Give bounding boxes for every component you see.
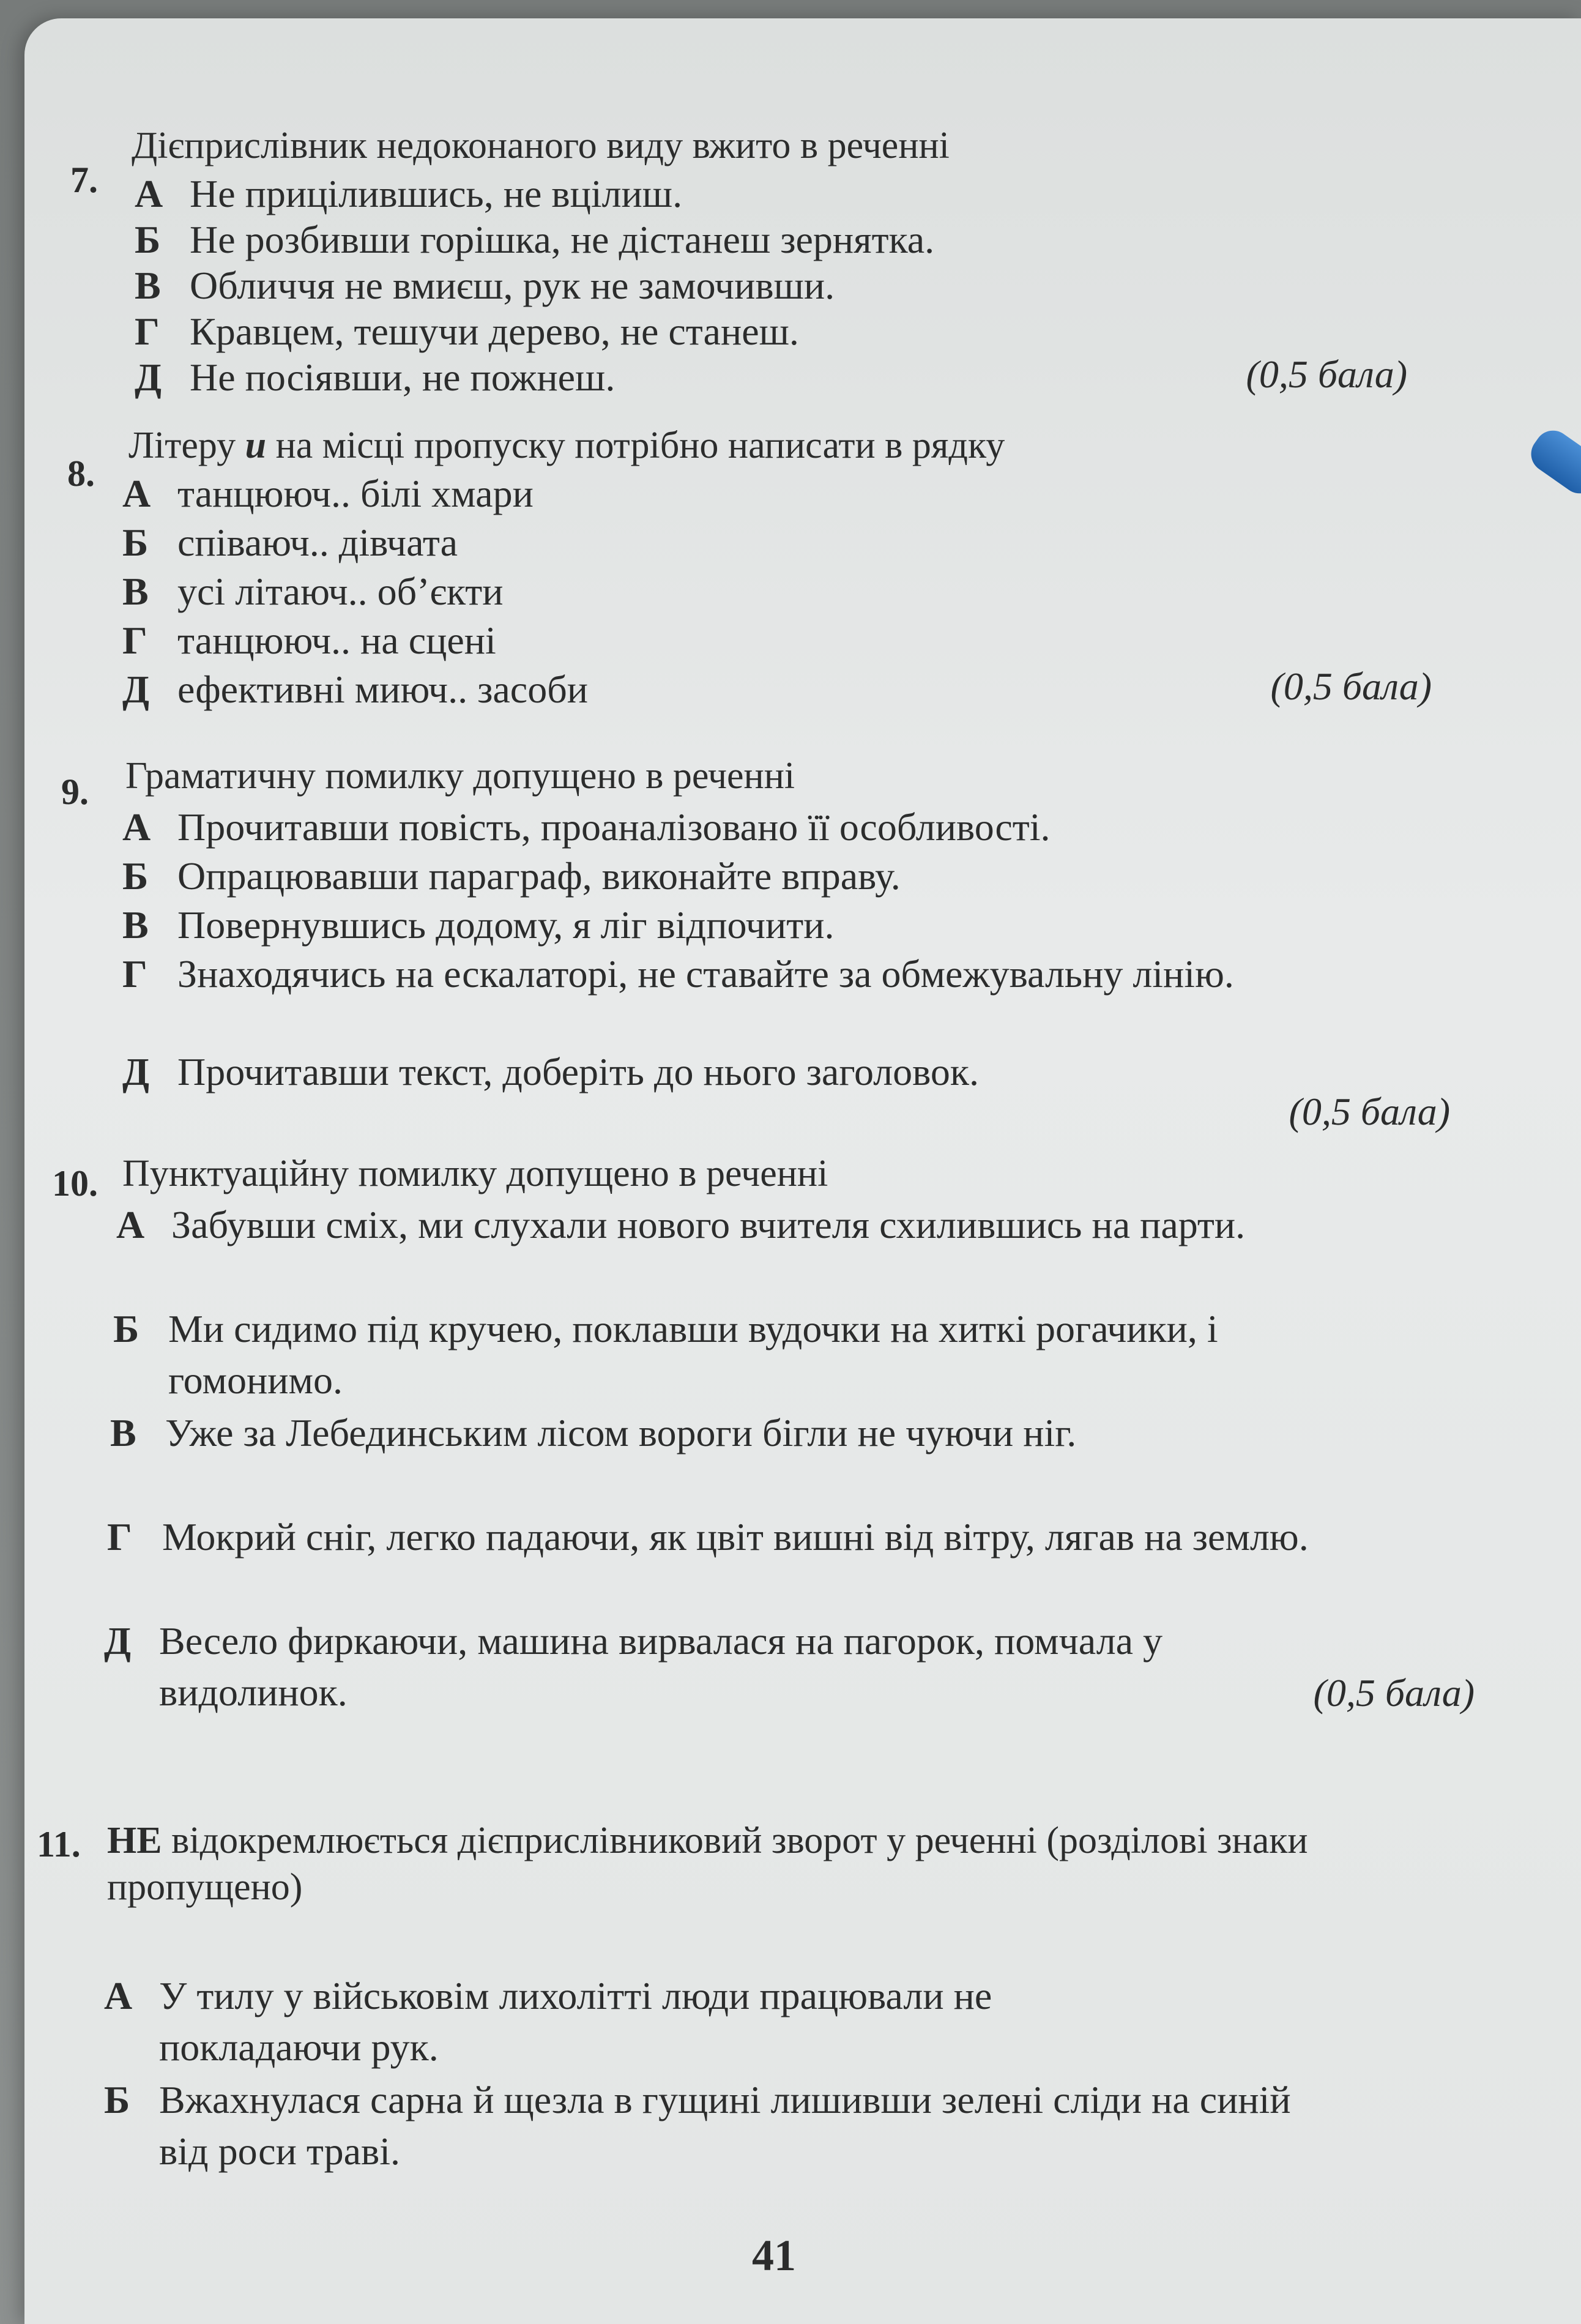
option-letter: Д <box>122 668 150 711</box>
option-text: У тилу у військовім лихолітті люди працювали не покладаючи рук. <box>159 1974 992 2069</box>
option-text: Прочитавши текст, доберіть до нього заголовок. <box>177 1050 979 1093</box>
option-text: Знаходячись на ескалаторі, не ставайте за обмежувальну лінію. <box>177 952 1234 996</box>
question-number: 9. <box>61 772 89 812</box>
option-letter: Д <box>135 356 162 399</box>
option-text: Не прицілившись, не вцілиш. <box>190 172 683 215</box>
question-text <box>128 422 1511 469</box>
question-text-negation: НЕ <box>107 1820 162 1861</box>
question-text: Дієприслівник недоконаного виду вжито в реченні <box>132 125 950 166</box>
question-text-end: на місці пропуску потрібно написати в рядку <box>266 425 1005 466</box>
option-text: Прочитавши повість, проаналізовано її особливості. <box>177 805 1051 849</box>
option-letter: А <box>122 472 151 515</box>
option-text: Опрацювавши параграф, виконайте вправу. <box>177 854 901 898</box>
option-letter: В <box>122 570 149 613</box>
question-number: 8. <box>67 453 95 494</box>
option-text: усі літаюч.. об’єкти <box>177 570 504 613</box>
option-text: танцююч.. білі хмари <box>177 472 534 515</box>
option-text: Уже за Лебединським лісом вороги бігли не чуючи ніг. <box>165 1411 1077 1454</box>
option-letter: Б <box>122 854 149 898</box>
option-letter: А <box>135 172 163 215</box>
option-letter: Б <box>122 521 149 564</box>
question-text-start: Літеру <box>128 425 245 466</box>
option-text: співаюч.. дівчата <box>177 521 458 564</box>
option-letter: А <box>104 1974 133 2017</box>
option-letter: Б <box>104 2078 130 2121</box>
option-text: Мокрий сніг, легко падаючи, як цвіт вишні від вітру, лягав на землю. <box>162 1515 1309 1559</box>
question-11 <box>37 1811 1517 2191</box>
option-text: Весело фиркаючи, машина вирвалася на пагорок, помчала у видолинок. <box>159 1619 1163 1714</box>
option-text: Не посіявши, не пожнеш. <box>190 356 616 399</box>
option-letter: Г <box>122 952 147 996</box>
question-number: 11. <box>37 1824 81 1864</box>
question-number: 7. <box>70 160 98 200</box>
question-number: 10. <box>52 1163 98 1204</box>
question-9 <box>37 747 1517 1138</box>
option-letter: Б <box>113 1307 140 1350</box>
question-7 <box>37 122 1517 398</box>
option-letter: Г <box>122 619 147 662</box>
option-text: ефективні миюч.. засоби <box>177 668 588 711</box>
option-text: Ми сидимо під кручею, поклавши вудочки на хиткі рогачики, і гомонимо. <box>168 1307 1218 1402</box>
option-letter: А <box>122 805 151 849</box>
option-letter: В <box>122 903 149 947</box>
question-text-rest: відокремлюється дієприслівниковий зворот у реченні (розділові знаки пропущено) <box>107 1820 1308 1908</box>
option-letter: В <box>135 264 161 307</box>
question-text <box>107 1817 1502 1910</box>
option-text: Вжахнулася сарна й щезла в гущині лишивши зелені сліди на синій від роси траві. <box>159 2078 1291 2173</box>
option-letter: Д <box>122 1050 150 1093</box>
score-label: (0,5 бала) <box>1289 1090 1450 1133</box>
page-number: 41 <box>752 2231 796 2280</box>
question-10 <box>37 1144 1517 1738</box>
question-text: Граматичну помилку допущено в реченні <box>125 755 795 797</box>
score-label: (0,5 бала) <box>1313 1671 1475 1715</box>
question-text-letter: и <box>245 425 267 466</box>
question-8 <box>37 422 1517 710</box>
option-text: Кравцем, тешучи дерево, не станеш. <box>190 310 799 353</box>
question-text: Пунктуаційну помилку допущено в реченні <box>122 1153 828 1194</box>
option-letter: В <box>110 1411 136 1454</box>
option-text: Забувши сміх, ми слухали нового вчителя схилившись на парти. <box>171 1203 1246 1246</box>
option-letter: Б <box>135 218 161 261</box>
score-label: (0,5 бала) <box>1270 665 1432 708</box>
option-letter: Г <box>107 1515 132 1559</box>
option-letter: А <box>116 1203 145 1246</box>
option-letter: Г <box>135 310 160 353</box>
option-text: танцююч.. на сцені <box>177 619 496 662</box>
score-label: (0,5 бала) <box>1246 352 1407 396</box>
option-text: Повернувшись додому, я ліг відпочити. <box>177 903 835 947</box>
option-letter: Д <box>104 1619 132 1663</box>
option-text: Не розбивши горішка, не дістанеш зернятка. <box>190 218 935 261</box>
option-text: Обличчя не вмиєш, рук не замочивши. <box>190 264 835 307</box>
